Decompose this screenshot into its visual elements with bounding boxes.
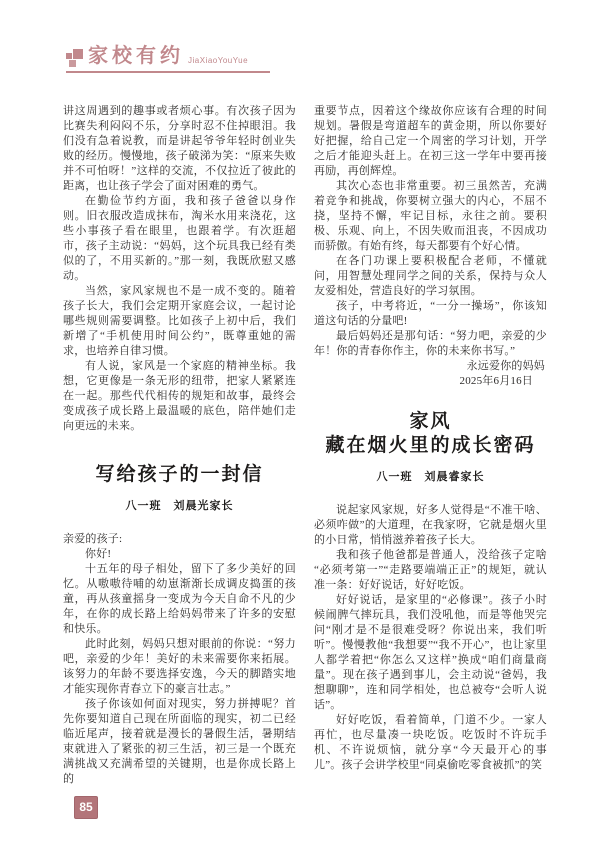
paragraph: 讲这周遇到的趣事或者烦心事。有次孩子因为比赛失利闷闷不乐，分享时忍不住掉眼泪。我们没有急着说教，而是讲起爷爷年轻时创业失败的经历。慢慢地，孩子破涕为笑：“原来失败并不可怕呀！”这样的交流，不仅拉近了彼此的距离，也让孩子学会了面对困难的勇气。 (63, 105, 296, 192)
paragraph: 当然，家风家规也不是一成不变的。随着孩子长大，我们会定期开家庭会议，一起讨论哪些规则需要调整。比如孩子上初中后，我们新增了“手机使用时间公约”，既尊重她的需求，也培养自律习惯。 (63, 285, 296, 357)
paragraph: 有人说，家风是一个家庭的精神坐标。我想，它更像是一条无形的纽带，把家人紧紧连在一起。那些代代相传的规矩和故事，最终会变成孩子成长路上最温暖的底色，陪伴她们走向更远的未来。 (63, 360, 296, 432)
paragraph: 在勤俭节约方面，我和孩子爸爸以身作则。旧衣服改造成抹布，淘米水用来浇花，这些小事孩子看在眼里，也跟着学。有次逛超市，孩子主动说：“妈妈，这个玩具我已经有类似的了，不用买新的。”那一刻，我既欣慰又感动。 (63, 195, 296, 282)
letter-byline: 八一班 刘晨光家长 (125, 500, 234, 512)
letter-salutation: 亲爱的孩子: (63, 533, 123, 545)
paragraph: 十五年的母子相处，留下了多少美好的回忆。从嗷嗷待哺的幼崽渐渐长成调皮捣蛋的孩童，再从孩童摇身一变成为今天自命不凡的少年，在你的成长路上给妈妈带来了许多的安慰和快乐。 (63, 563, 296, 635)
paragraph: 此时此刻，妈妈只想对眼前的你说：“努力吧，亲爱的少年！美好的未来需要你来拓展。该努力的年龄不要选择安逸，今天的脚踏实地才能实现你青春立下的豪言壮志。” (63, 638, 296, 695)
paragraph: 孩子，中考将近，“一分一操场”，你该知道这句话的分量吧! (314, 300, 547, 327)
paragraph: 孩子你该如何面对现实，努力拼搏呢？首先你要知道自己现在所面临的现实，初二已经临近尾声，接着就是漫长的暑假生活，暑期结束就进入了紧张的初三生活，初三是一个既充满挑战又充满希望的关键期，也是你成长路上的 (63, 698, 296, 785)
letter-greeting: 你好! (85, 548, 112, 560)
column-right (314, 104, 547, 773)
masthead (66, 46, 270, 73)
paragraph: 在各门功课上要积极配合老师，不懂就问，用智慧处理同学之间的关系，保持与众人友爱相处，营造良好的学习氛围。 (314, 255, 547, 297)
paragraph: 最后妈妈还是那句话：“努力吧，亲爱的少年！你的青春你作主，你的未来你书写。” (314, 330, 547, 357)
letter-signature: 永远爱你的妈妈 (466, 360, 545, 372)
article2-title-line1: 家风 (409, 411, 452, 432)
paragraph: 好好说话，是家里的“必修课”。孩子小时候闹脾气摔玩具，我们没吼他，而是等他哭完问“刚才是不是很难受呀？你说出来，我们听听”。慢慢教他“我想要”“我不开心”，也让家里人都学着把“你怎么又这样”换成“咱们商量商量”。现在孩子遇到事儿，会主动说“爸妈，我想聊聊”，连和同学相处，也总被夸“会听人说话”。 (314, 594, 547, 711)
page-number-badge: 85 (74, 796, 98, 819)
mosaic-squares-icon (66, 49, 83, 66)
paragraph: 好好吃饭，看着简单，门道不少。一家人再忙，也尽量凑一块吃饭。吃饭时不许玩手机、不许说烦恼，就分享“今天最开心的事儿”。孩子会讲学校里“同桌偷吃零食被抓”的笑 (314, 714, 547, 771)
paragraph: 重要节点，因着这个缘故你应该有合理的时间规划。暑假是弯道超车的黄金期，所以你要好好把握，给自己定一个周密的学习计划，开学之后才能迎头赶上。在初三这一学年中要再接再励，再创辉煌。 (314, 105, 547, 177)
article2-byline: 八一班 刘晨睿家长 (376, 471, 485, 483)
letter-title: 写给孩子的一封信 (95, 464, 264, 485)
paragraph: 其次心态也非常重要。初三虽然苦，充满着竞争和挑战，你要树立强大的内心，不屈不挠，坚持不懈，牢记目标，永往之前。要积极、乐观、向上，不因失败而沮丧，不因成功而骄傲。有始有终，每天都要有个好心情。 (314, 180, 547, 252)
masthead-subtitle: JiaXiaoYouYue (188, 56, 249, 65)
masthead-title: 家校有约 (88, 45, 184, 67)
paragraph: 我和孩子他爸都是普通人，没给孩子定啥“必须考第一”“走路要端端正正”的规矩，就认准一条：好好说话，好好吃饭。 (314, 549, 547, 591)
article2-title-line2: 藏在烟火里的成长密码 (325, 435, 536, 456)
paragraph: 说起家风家规，好多人觉得是“不准干啥、必须咋做”的大道理，在我家呀，它就是烟火里的小日常，悄悄滋养着孩子长大。 (314, 504, 547, 546)
column-left (63, 104, 296, 787)
letter-date: 2025年6月16日 (459, 375, 533, 387)
